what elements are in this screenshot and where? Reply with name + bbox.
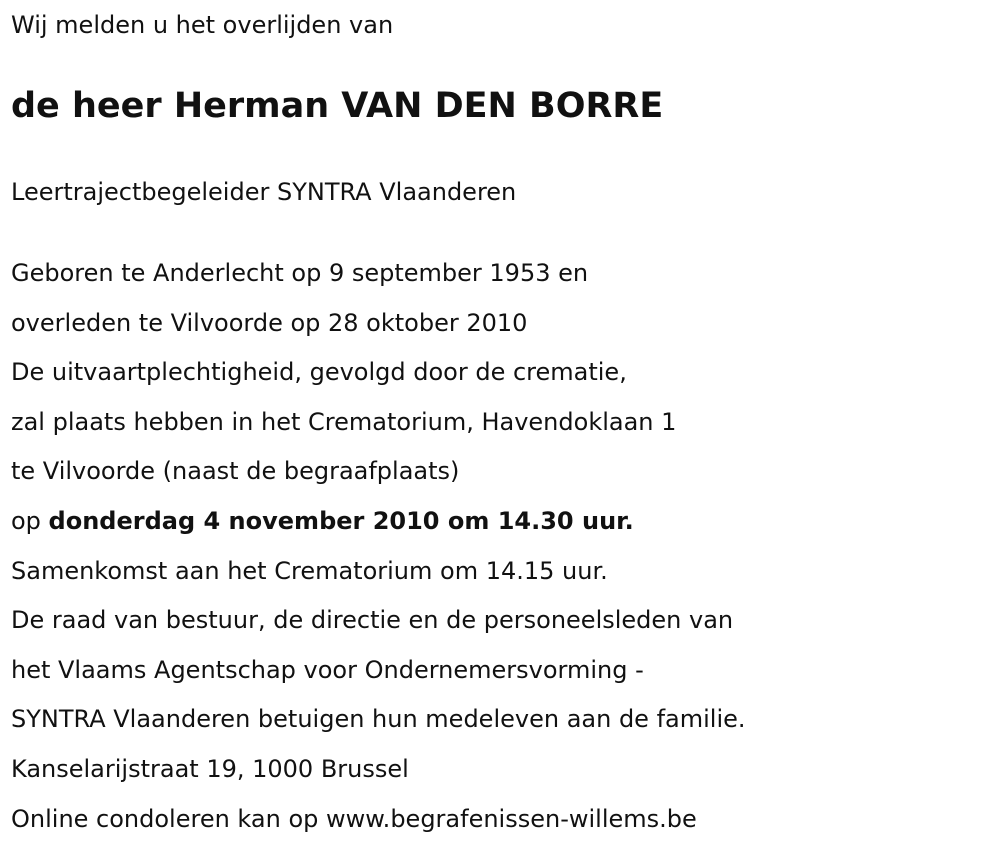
ceremony-prefix: op — [11, 506, 49, 535]
location-line: zal plaats hebben in het Crematorium, Havendoklaan 1 — [11, 407, 677, 436]
location-detail-line: te Vilvoorde (naast de begraafplaats) — [11, 457, 460, 486]
ceremony-line: De uitvaartplechtigheid, gevolgd door de crematie, — [11, 358, 627, 387]
birth-line: Geboren te Anderlecht op 9 september 1953 en — [11, 259, 589, 287]
notice-body — [11, 253, 746, 848]
organization-line: het Vlaams Agentschap voor Ondernemersvorming - — [11, 655, 644, 684]
deceased-name: de heer Herman VAN DEN BORRE — [11, 86, 664, 126]
notice-intro: Wij melden u het overlijden van — [11, 11, 394, 39]
deceased-role: Leertrajectbegeleider SYNTRA Vlaanderen — [11, 178, 517, 206]
gathering-line: Samenkomst aan het Crematorium om 14.15 uur. — [11, 556, 608, 585]
sympathy-line: SYNTRA Vlaanderen betuigen hun medeleven aan de familie. — [11, 705, 746, 734]
death-line: overleden te Vilvoorde op 28 oktober 2010 — [11, 308, 528, 337]
ceremony-datetime-line — [11, 501, 746, 551]
ceremony-datetime: donderdag 4 november 2010 om 14.30 uur. — [48, 506, 634, 535]
online-condolence-line: Online condoleren kan op www.begrafenissen-willems.be — [11, 804, 697, 833]
address-line: Kanselarijstraat 19, 1000 Brussel — [11, 754, 409, 783]
condolence-line: De raad van bestuur, de directie en de personeelsleden van — [11, 606, 734, 635]
